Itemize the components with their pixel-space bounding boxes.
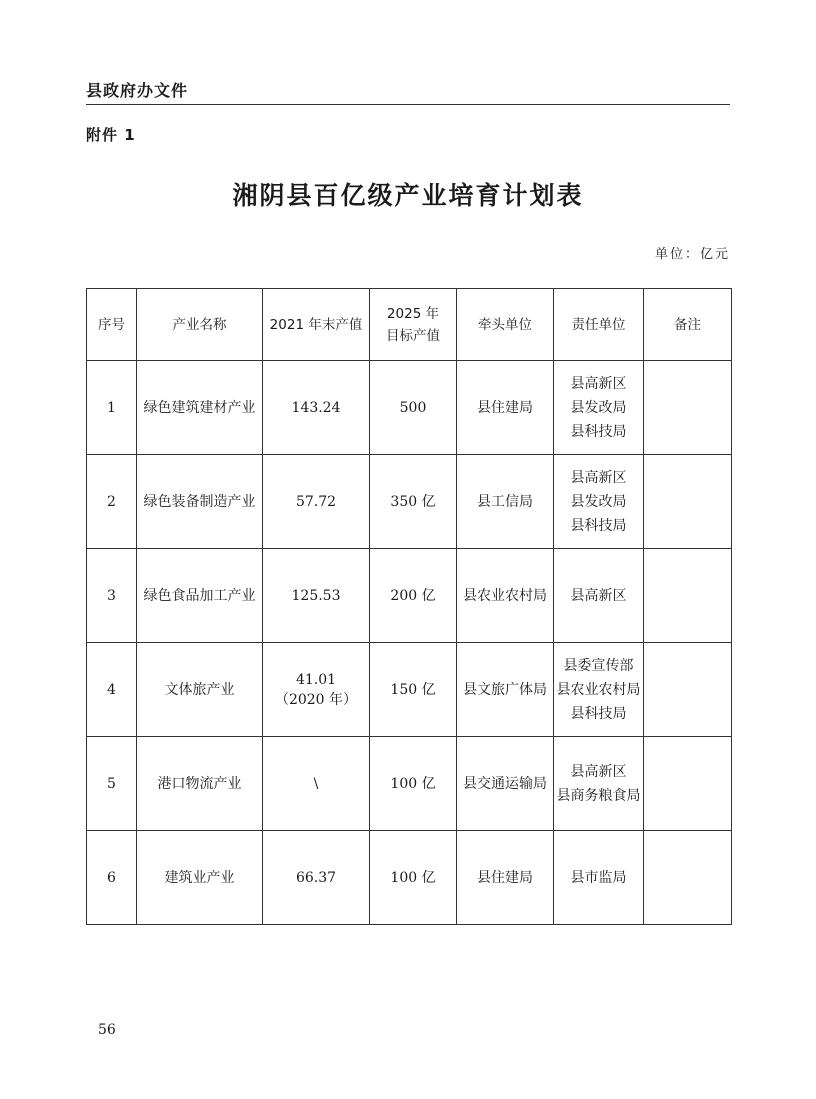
table-row xyxy=(87,455,732,549)
cell-remark xyxy=(644,831,732,925)
table-row xyxy=(87,831,732,925)
cell-lead: 县农业农村局 xyxy=(457,549,554,643)
cell-responsible xyxy=(554,455,644,549)
cell-lead: 县住建局 xyxy=(457,831,554,925)
column-header-industry: 产业名称 xyxy=(137,289,263,361)
cell-responsible xyxy=(554,737,644,831)
cell-value-2021: 57.72 xyxy=(263,455,370,549)
attachment-label: 附件 1 xyxy=(86,126,136,144)
cell-target-2025: 500 xyxy=(370,361,457,455)
cell-remark xyxy=(644,643,732,737)
cell-target-2025: 200 亿 xyxy=(370,549,457,643)
page-number: 56 xyxy=(98,1022,116,1038)
cell-no: 5 xyxy=(87,737,137,831)
cell-no: 4 xyxy=(87,643,137,737)
column-header-no: 序号 xyxy=(87,289,137,361)
value-2021-note: （2020 年） xyxy=(274,691,358,708)
cell-value-2021: 66.37 xyxy=(263,831,370,925)
unit-label: 单位：亿元 xyxy=(654,247,730,262)
table-row xyxy=(87,643,732,737)
responsible-unit: 县委宣传部 xyxy=(563,657,634,674)
cell-lead: 县工信局 xyxy=(457,455,554,549)
cell-lead: 县文旅广体局 xyxy=(457,643,554,737)
column-header-value-2021: 2021 年末产值 xyxy=(263,289,370,361)
document-title: 湘阴县百亿级产业培育计划表 xyxy=(232,181,584,210)
cell-remark xyxy=(644,455,732,549)
cell-lead: 县住建局 xyxy=(457,361,554,455)
column-header-target-label: 目标产值 xyxy=(386,327,440,344)
cell-remark xyxy=(644,737,732,831)
column-header-responsible: 责任单位 xyxy=(554,289,644,361)
cell-no: 1 xyxy=(87,361,137,455)
responsible-unit: 县高新区 xyxy=(570,469,627,486)
cell-industry: 港口物流产业 xyxy=(137,737,263,831)
cell-value-2021 xyxy=(263,643,370,737)
column-header-lead: 牵头单位 xyxy=(457,289,554,361)
cell-remark xyxy=(644,549,732,643)
cell-no: 2 xyxy=(87,455,137,549)
column-header-target-2025 xyxy=(370,289,457,361)
cell-remark xyxy=(644,361,732,455)
header-label: 县政府办文件 xyxy=(86,81,189,100)
responsible-unit: 县市监局 xyxy=(570,869,627,886)
column-header-remark: 备注 xyxy=(644,289,732,361)
responsible-unit: 县科技局 xyxy=(570,423,627,440)
cell-industry: 绿色食品加工产业 xyxy=(137,549,263,643)
responsible-unit: 县高新区 xyxy=(570,375,627,392)
table-row xyxy=(87,361,732,455)
responsible-unit: 县科技局 xyxy=(570,705,627,722)
table-header-row xyxy=(87,289,732,361)
cell-industry: 建筑业产业 xyxy=(137,831,263,925)
cell-no: 6 xyxy=(87,831,137,925)
responsible-unit: 县高新区 xyxy=(570,587,627,604)
cell-industry: 绿色建筑建材产业 xyxy=(137,361,263,455)
cell-target-2025: 100 亿 xyxy=(370,737,457,831)
cell-responsible xyxy=(554,361,644,455)
cell-responsible xyxy=(554,831,644,925)
responsible-unit: 县发改局 xyxy=(570,399,627,416)
cell-industry: 绿色装备制造产业 xyxy=(137,455,263,549)
cell-value-2021: \ xyxy=(263,737,370,831)
responsible-unit: 县发改局 xyxy=(570,493,627,510)
cell-value-2021: 143.24 xyxy=(263,361,370,455)
cell-target-2025: 350 亿 xyxy=(370,455,457,549)
responsible-unit: 县高新区 xyxy=(570,763,627,780)
cell-value-2021: 125.53 xyxy=(263,549,370,643)
cell-responsible xyxy=(554,549,644,643)
column-header-target-year: 2025 年 xyxy=(386,305,440,322)
responsible-unit: 县科技局 xyxy=(570,517,627,534)
responsible-unit: 县农业农村局 xyxy=(556,681,641,698)
cell-industry: 文体旅产业 xyxy=(137,643,263,737)
cell-target-2025: 100 亿 xyxy=(370,831,457,925)
table-row xyxy=(87,737,732,831)
industry-plan-table xyxy=(86,288,732,925)
cell-lead: 县交通运输局 xyxy=(457,737,554,831)
table-row xyxy=(87,549,732,643)
cell-no: 3 xyxy=(87,549,137,643)
cell-target-2025: 150 亿 xyxy=(370,643,457,737)
cell-responsible xyxy=(554,643,644,737)
header-divider xyxy=(86,104,730,105)
value-2021: 41.01 xyxy=(295,671,337,688)
responsible-unit: 县商务粮食局 xyxy=(556,787,641,804)
